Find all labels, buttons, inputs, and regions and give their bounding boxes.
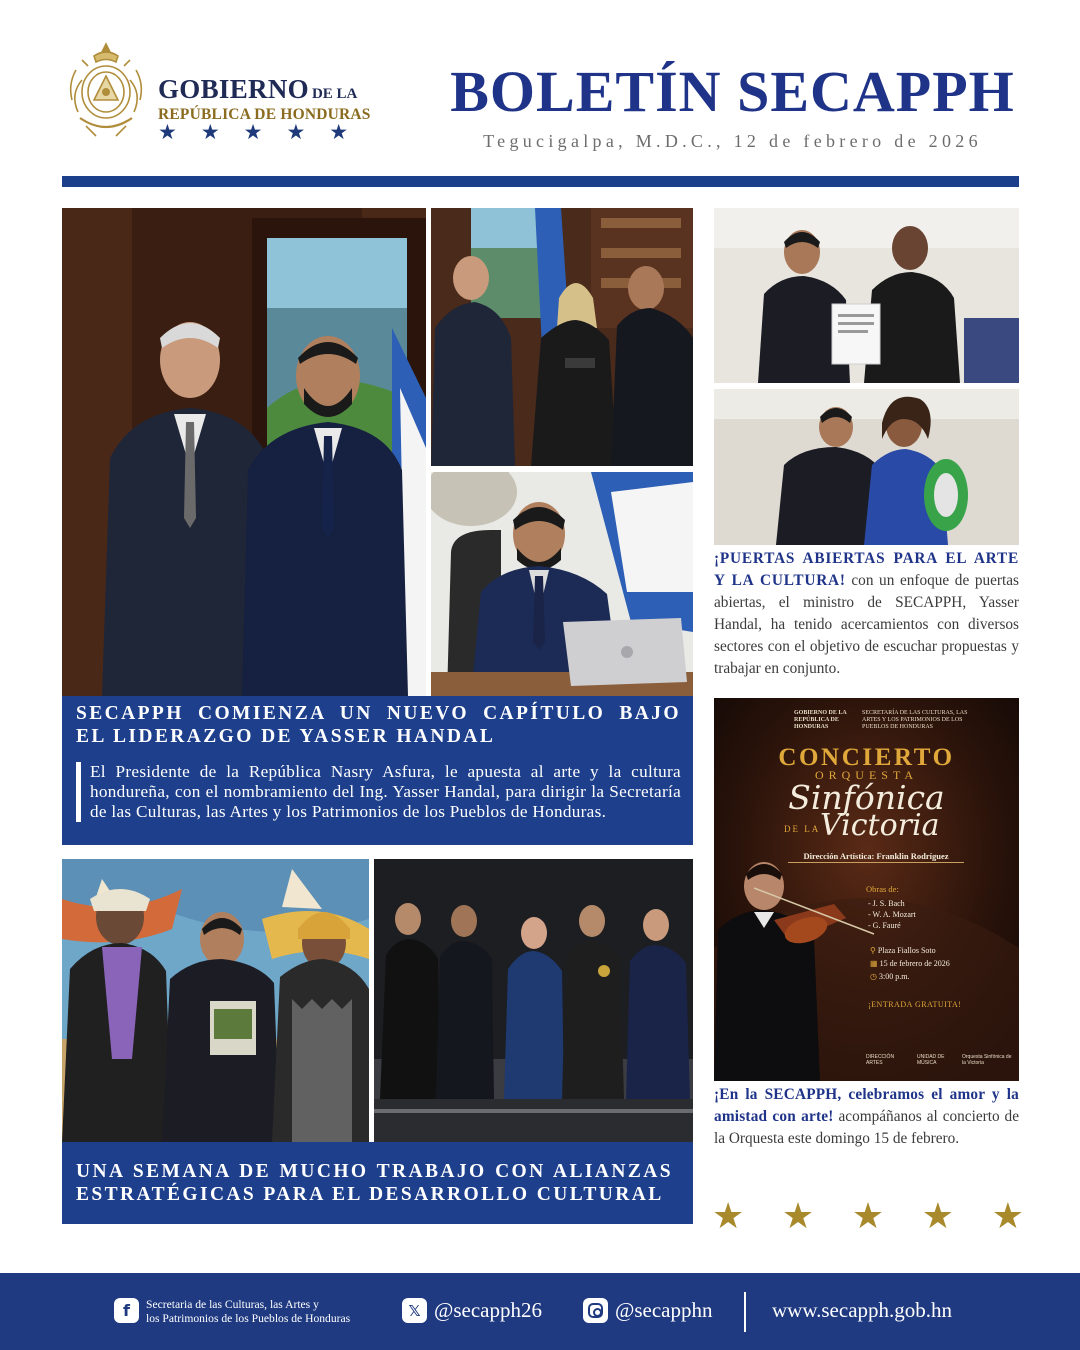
footer-divider xyxy=(744,1292,746,1332)
photo-swearing-in xyxy=(431,208,693,466)
footer xyxy=(0,1273,1080,1350)
facebook-page-link[interactable] xyxy=(146,1298,350,1326)
poster-victoria: Victoria xyxy=(820,808,940,843)
poster-footer-logos xyxy=(866,1054,1014,1066)
love-friendship-body: acompáñanos al concierto de la Orquesta este domingo 15 de febrero. xyxy=(714,1108,1019,1147)
clock-icon: ◷ xyxy=(870,972,877,981)
government-republic: REPÚBLICA DE HONDURAS xyxy=(158,106,371,123)
photo-group-books xyxy=(62,859,369,1142)
poster-obra-item: - W. A. Mozart xyxy=(868,910,916,919)
open-doors-body: con un enfoque de puertas abiertas, el ministro de SECAPPH, Yasser Handal, ha tenido acercamientos con diversos sectores con el objetivo de escuchar propuestas y trabajar en conjunto. xyxy=(714,572,1019,677)
poster-date xyxy=(870,957,950,970)
calendar-icon: ▦ xyxy=(870,959,878,968)
star-icon: ★ xyxy=(991,1196,1024,1237)
government-stars: ★★★★★ xyxy=(158,120,373,144)
poster-header-gov: GOBIERNO DE LA REPÚBLICA DE HONDURAS xyxy=(794,710,847,730)
story-main-accent-bar xyxy=(76,762,81,822)
bulletin-title: BOLETÍN SECAPPH xyxy=(450,59,1015,124)
photo-document-handover xyxy=(714,208,1019,383)
poster-footer-logo: DIRECCIÓN ARTES xyxy=(866,1054,895,1066)
gold-stars xyxy=(712,1197,1024,1237)
poster-place xyxy=(870,944,950,957)
photo-officials-palace xyxy=(62,208,426,696)
poster-time-text: 3:00 p.m. xyxy=(878,972,910,981)
government-name-connector: DE LA xyxy=(311,86,358,102)
star-icon: ★ xyxy=(921,1196,955,1237)
poster-date-text: 15 de febrero de 2026 xyxy=(879,959,950,968)
x-icon[interactable]: 𝕏 xyxy=(402,1298,427,1323)
instagram-handle-link[interactable]: @secapphn xyxy=(615,1298,713,1322)
poster-footer-logo: UNIDAD DE MÚSICA xyxy=(917,1054,945,1066)
poster-event-details xyxy=(870,944,950,983)
poster-obras-list xyxy=(868,898,916,931)
x-handle-link[interactable]: @secapph26 xyxy=(434,1298,542,1322)
star-icon: ★ xyxy=(781,1196,815,1237)
poster-sinfonica: Sinfónica xyxy=(788,778,945,817)
open-doors-text xyxy=(714,548,1019,680)
government-logo xyxy=(66,40,396,150)
facebook-icon[interactable]: f xyxy=(114,1298,139,1323)
facebook-line-1: Secretaria de las Culturas, las Artes y xyxy=(146,1298,319,1311)
poster-de-la: DE LA xyxy=(784,824,821,834)
photo-minister-desk xyxy=(431,472,693,696)
poster-entry: ¡ENTRADA GRATUITA! xyxy=(868,1000,962,1009)
story-second xyxy=(62,1142,693,1224)
open-doors-heading: ¡PUERTAS ABIERTAS PARA EL ARTE Y LA CULTURA! xyxy=(714,550,1019,589)
photo-group-five xyxy=(374,859,693,1142)
story-main xyxy=(62,696,693,845)
poster-place-text: Plaza Fiallos Soto xyxy=(877,946,936,955)
poster-orquesta: ORQUESTA xyxy=(814,768,919,782)
poster-concierto: CONCIERTO xyxy=(778,744,955,771)
facebook-line-2: los Patrimonios de los Pueblos de Honduras xyxy=(146,1312,351,1325)
concert-poster xyxy=(714,698,1019,1081)
poster-obra-item: - G. Fauré xyxy=(868,921,901,930)
website-link[interactable]: www.secapph.gob.hn xyxy=(772,1298,953,1322)
story-main-title: SECAPPH COMIENZA UN NUEVO CAPÍTULO BAJO EL LIDERAZGO DE YASSER HANDAL xyxy=(76,703,681,747)
love-friendship-heading: ¡En la SECAPPH, celebramos el amor y la amistad con arte! xyxy=(714,1086,1019,1125)
instagram-icon[interactable] xyxy=(583,1298,608,1323)
government-name xyxy=(158,74,357,105)
story-main-body: El Presidente de la República Nasry Asfura, le apuesta al arte y la cultura hondureña, con el nombramiento del Ing. Yasser Handal, para dirigir la Secretaría de las Culturas, las Artes y los Patrimonios de los Pueblos de Honduras. xyxy=(90,762,681,821)
story-main-body-wrap xyxy=(76,762,681,822)
poster-header xyxy=(794,710,1009,731)
story-second-title: UNA SEMANA DE MUCHO TRABAJO CON ALIANZAS ESTRATÉGICAS PARA EL DESARROLLO CULTURAL xyxy=(76,1161,673,1205)
location-pin-icon: ⚲ xyxy=(870,946,876,955)
poster-footer-logo: Orquesta Sinfónica de la Victoria xyxy=(962,1054,1012,1066)
header-divider xyxy=(62,176,1019,187)
coat-of-arms-icon xyxy=(66,40,146,144)
love-friendship-text xyxy=(714,1084,1019,1150)
poster-time xyxy=(870,970,950,983)
photo-athlete-visit xyxy=(714,389,1019,545)
poster-obras-label: Obras de: xyxy=(866,884,899,894)
star-icon: ★ xyxy=(851,1196,885,1237)
government-name-main: GOBIERNO xyxy=(158,74,309,104)
poster-obra-item: - J. S. Bach xyxy=(868,899,905,908)
poster-direccion: Dirección Artística: Franklin Rodríguez xyxy=(788,851,964,863)
bulletin-date: Tegucigalpa, M.D.C., 12 de febrero de 2026 xyxy=(483,131,982,151)
star-icon: ★ xyxy=(712,1196,745,1237)
poster-header-sec: SECRETARÍA DE LAS CULTURAS, LAS ARTES Y LOS PATRIMONIOS DE LOS PUEBLOS DE HONDURAS xyxy=(862,710,968,730)
